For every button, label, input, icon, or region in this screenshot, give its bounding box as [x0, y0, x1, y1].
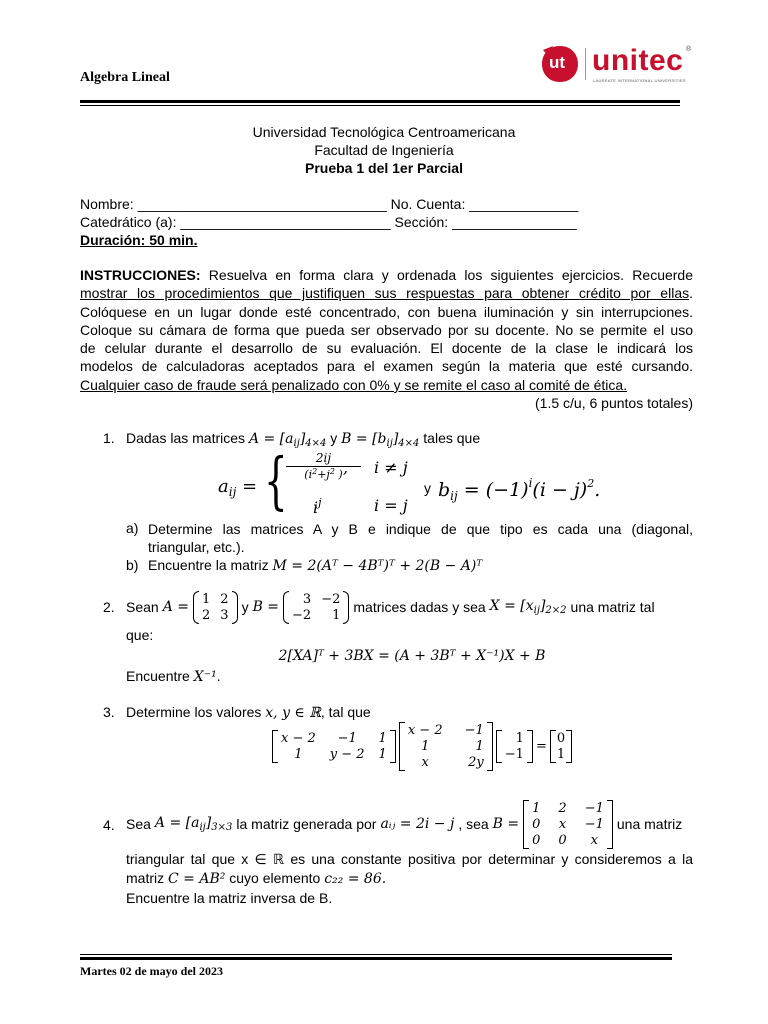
q2-matrix-a: 1 2 2 3 — [193, 591, 238, 624]
catedratico-label: Catedrático (a): — [80, 214, 177, 230]
q1-y-word: y — [424, 480, 431, 496]
q1-matrix-b-def: $B = [b_{ij}]_{4\times 4}$ — [341, 431, 420, 449]
instructions-line-1: Resuelva en forma clara y ordenada los siguientes ejercicios. Recuerde — [208, 267, 693, 283]
q1b-text — [148, 557, 482, 574]
q2-number: 2. — [103, 599, 115, 615]
logo-mark: ut — [549, 53, 566, 72]
q3-equation: x − 2 −1 1 1 y − 2 1 x − 2 −1 1 1 x 2y 1 −1 = 0 1 — [272, 722, 572, 771]
q1a-line-2: triangular, etc.). — [148, 539, 245, 555]
instructions-line-5: de celular durante el desarrollo de su evaluación. El docente de la clase le indicará los — [80, 340, 693, 357]
nombre-row — [80, 196, 578, 212]
q4-rule: aᵢⱼ = 2i − j — [380, 816, 455, 832]
exam-title: Prueba 1 del 1er Parcial — [305, 160, 463, 176]
q1-definition: $a_{ij}$ = { 2ij ($i^2+j^2$ ) , i ≠ j $i^j$ i = j y $b_{ij} = (-1)^i(i - j)^2$. — [218, 444, 601, 517]
q1b-formula: M = 2(Aᵀ − 4Bᵀ)ᵀ + 2(B − A)ᵀ — [272, 558, 483, 574]
logo-tagline: LAUREATE INTERNATIONAL UNIVERSITIES — [593, 78, 686, 83]
q2-y: y — [241, 599, 249, 615]
q1a-line-1: Determine las matrices A y B e indique de que tipo es cada una (diagonal, — [148, 521, 693, 537]
q2-end: una matriz tal — [570, 599, 655, 615]
q1-intro-a: Dadas las matrices — [126, 430, 246, 446]
q3-matrix-2: x − 2 −1 1 1 x 2y — [399, 722, 493, 771]
instructions-line-3: Colóquese en un lugar donde esté concentrado, con buena iluminación y sin interrupciones. — [80, 303, 693, 320]
q1-number: 1. — [103, 430, 115, 446]
q2-equation: 2[XA]ᵀ + 3BX = (A + 3Bᵀ + X⁻¹)X + B — [278, 648, 546, 664]
logo-text: unitec — [592, 44, 684, 77]
q4-line-3-formula: C = AB² — [168, 871, 226, 887]
q1a-label: a) — [126, 520, 139, 536]
q2-find-lead: Encuentre — [126, 668, 190, 684]
q3-matrix-3: 1 −1 — [496, 730, 533, 763]
instructions-block — [80, 266, 693, 412]
university-name: Universidad Tecnológica Centroamericana — [252, 124, 516, 140]
nombre-blank[interactable]: ________________________________ — [137, 196, 387, 212]
q2-mid: matrices dadas y sea — [353, 599, 486, 615]
instructions-points: (1.5 c/u, 6 puntos totales) — [535, 395, 693, 412]
q3-text-end: , tal que — [320, 704, 371, 720]
q4-matrix-b: 1 2 −1 0 x −1 0 0 x — [523, 800, 613, 849]
cuenta-label: No. Cuenta: — [390, 196, 466, 212]
header-rule-thick — [80, 100, 680, 103]
logo-registered: ® — [686, 46, 692, 53]
duration: Duración: 50 min. — [80, 232, 198, 248]
footer-rule-thin — [80, 954, 672, 955]
instructions-line-2-end: . — [689, 285, 693, 302]
instructions-line-6: modelos de calculadoras aceptados para el examen según la materia que esté cursando. — [80, 358, 693, 375]
faculty-name: Facultad de Ingeniería — [314, 142, 454, 158]
instructions-line-2: mostrar los procedimientos que justifiquen sus respuestas para obtener crédito por ellas — [80, 285, 690, 302]
q4-line-4: Encuentre la matriz inversa de B. — [126, 890, 333, 906]
seccion-blank[interactable]: ________________ — [452, 214, 577, 230]
course-title: Algebra Lineal — [80, 70, 170, 85]
q4-line-1: Sea $A = [a_{ij}]_{3\times 3}$ la matriz generada por aᵢⱼ = 2i − j , sea B = 1 2 −1 0 x −1 0 0 x una matriz — [126, 800, 683, 848]
nombre-label: Nombre: — [80, 196, 134, 212]
q4-line-3-elem: c₂₂ = 86. — [324, 871, 387, 887]
instructions-line-4: Coloque su cámara de forma que pueda ser observado por su docente. No se permite el uso — [80, 321, 693, 338]
q1a-text — [148, 520, 693, 556]
header-rule-thin — [80, 105, 680, 106]
q2-find — [126, 668, 221, 685]
footer-rule-thick — [80, 957, 672, 960]
q4-sea-b: , sea — [458, 816, 489, 832]
cuenta-blank[interactable]: ______________ — [469, 196, 579, 212]
q1-intro-b: y — [330, 430, 338, 446]
q1-matrix-a-def: $A = [a_{ij}]_{4\times 4}$ — [248, 431, 327, 449]
q1-intro — [126, 430, 480, 449]
q2-find-expr: X⁻¹ — [193, 669, 217, 685]
q4-gen: la matriz generada por — [236, 816, 377, 832]
q4-sea: Sea — [126, 816, 151, 832]
q4-body — [126, 850, 693, 908]
q4-line-3b: cuyo elemento — [229, 870, 321, 886]
q4-line-2: triangular tal que x ∈ ℝ es una constante positiva por determinar y consideremos a la — [126, 851, 693, 867]
q4-line-3a: matriz — [126, 870, 165, 886]
q4-una: una matriz — [616, 816, 683, 832]
q1-intro-c: tales que — [423, 430, 481, 446]
q2-matrix-b: 3 −2 −2 1 — [283, 591, 349, 624]
q2-find-end: . — [216, 668, 221, 684]
catedratico-blank[interactable]: ___________________________ — [180, 214, 391, 230]
q3-text-lead: Determine los valores — [126, 704, 262, 720]
instructions-heading: INSTRUCCIONES: — [80, 267, 201, 283]
instructions-line-7: Cualquier caso de fraude será penalizado con 0% y se remite el caso al comité de ética. — [80, 376, 628, 393]
q2-line-1: Sean A = 1 2 2 3 y B = 3 −2 −2 1 matrices dadas y sea $X = [x_{ij}]_{2\times 2}$ una matriz tal — [126, 591, 655, 623]
seccion-label: Sección: — [394, 214, 449, 230]
q1b-text-lead: Encuentre la matriz — [148, 557, 269, 573]
q1b-label: b) — [126, 557, 139, 573]
q2-que: que: — [126, 627, 154, 643]
unitec-logo — [540, 44, 700, 88]
catedratico-row — [80, 214, 577, 230]
q3-matrix-result: 0 1 — [550, 730, 572, 763]
footer-date: Martes 02 de mayo del 2023 — [80, 964, 223, 978]
q3-vars: x, y ∈ ℝ — [265, 705, 321, 721]
q2-sean: Sean — [126, 599, 159, 615]
q4-number: 4. — [103, 817, 115, 833]
q3-number: 3. — [103, 704, 115, 720]
q3-text — [126, 704, 371, 721]
q3-matrix-1: x − 2 −1 1 1 y − 2 1 — [272, 730, 396, 763]
